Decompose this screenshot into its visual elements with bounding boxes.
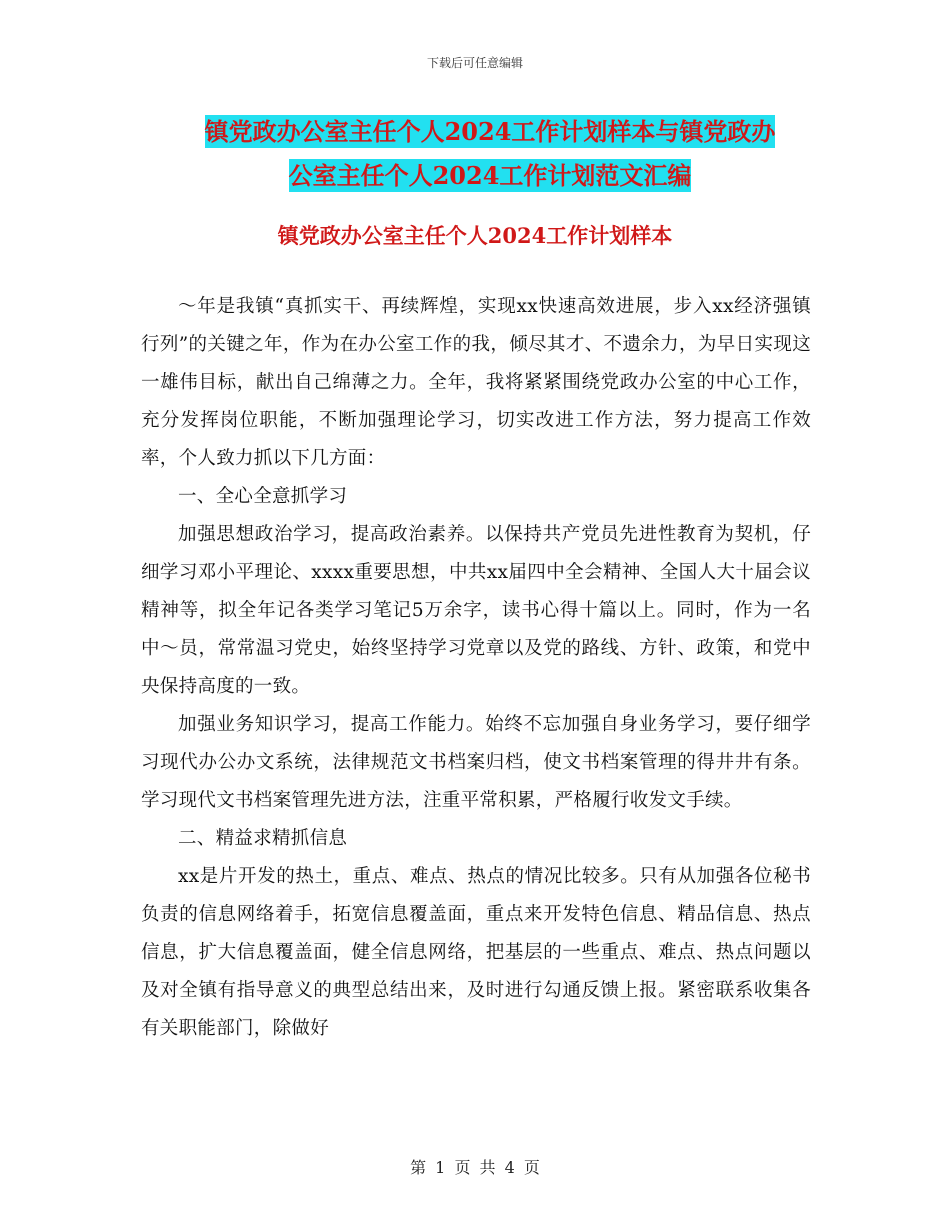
paragraph-intro: ～年是我镇“真抓实干、再续辉煌，实现xx快速高效进展，步入xx经济强镇行列”的关键之年，作为在办公室工作的我，倾尽其才、不遗余力，为早日实现这一雄伟目标，献出自己绵薄之力。全年，我将紧紧围绕党政办公室的中心工作，充分发挥岗位职能，不断加强理论学习，切实改进工作方法，努力提高工作效率，个人致力抓以下几方面：: [141, 296, 811, 469]
section-title: 镇党政办公室主任个人2024工作计划样本: [277, 223, 673, 248]
heading-information: 二、精益求精抓信息: [178, 828, 348, 849]
paragraph-information: xx是片开发的热土，重点、难点、热点的情况比较多。只有从加强各位秘书负责的信息网络着手，拓宽信息覆盖面，重点来开发特色信息、精品信息、热点信息，扩大信息覆盖面，健全信息网络，把基层的一些重点、难点、热点问题以及对全镇有指导意义的典型总结出来，及时进行勾通反馈上报。紧密联系收集各有关职能部门，除做好: [141, 866, 811, 1039]
main-title-line-1: 镇党政办公室主任个人2024工作计划样本与镇党政办: [204, 117, 776, 146]
paragraph-business-study: 加强业务知识学习，提高工作能力。始终不忘加强自身业务学习，要仔细学习现代办公办文系统，法律规范文书档案归档，使文书档案管理的得井井有条。学习现代文书档案管理先进方法，注重平常积累，严格履行收发文手续。: [141, 714, 811, 811]
body-text: [141, 288, 811, 1048]
main-title: [140, 110, 840, 198]
paragraph-political-study: 加强思想政治学习，提高政治素养。以保持共产党员先进性教育为契机，仔细学习邓小平理论、xxxx重要思想，中共xx届四中全会精神、全国人大十届会议精神等，拟全年记各类学习笔记5万余字，读书心得十篇以上。同时，作为一名中～员，常常温习党史，始终坚持学习党章以及党的路线、方针、政策，和党中央保持高度的一致。: [141, 524, 811, 697]
page-footer: 第 1 页 共 4 页: [410, 1158, 540, 1177]
heading-study: 一、全心全意抓学习: [178, 486, 348, 507]
main-title-line-2: 公室主任个人2024工作计划范文汇编: [288, 161, 692, 190]
header-note: 下载后可任意编辑: [426, 56, 523, 70]
